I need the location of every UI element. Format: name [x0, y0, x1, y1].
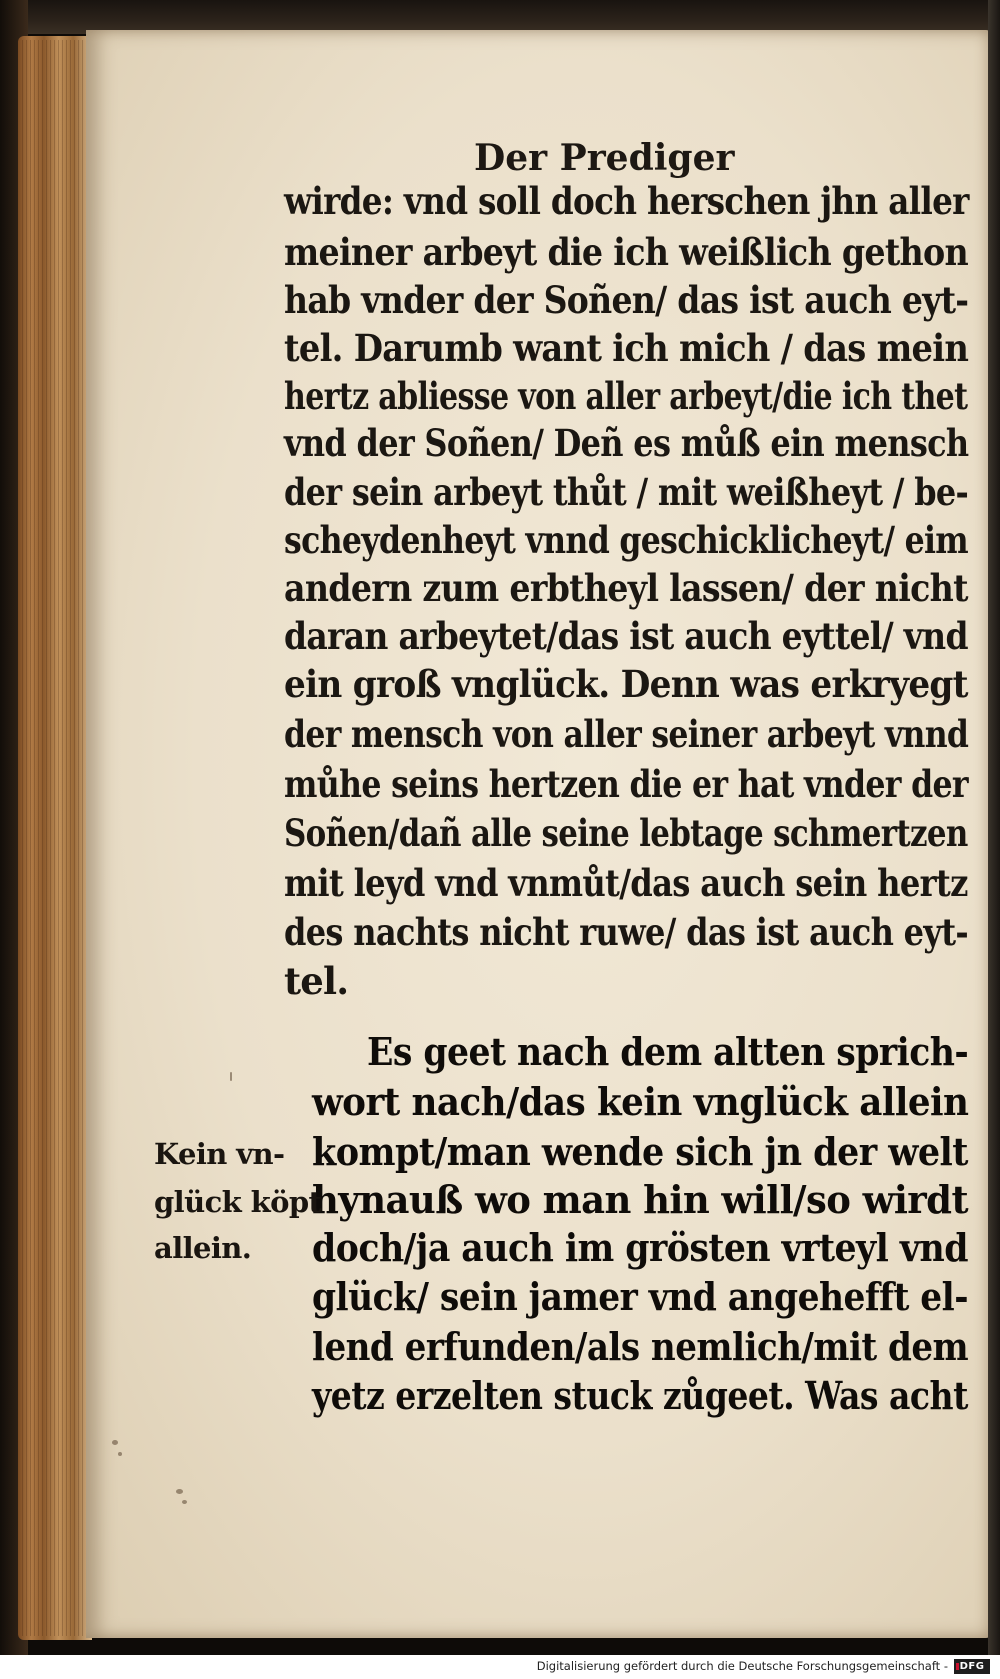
body-line: hab vnder der Soñen/ das ist auch eyt- — [284, 278, 969, 322]
body-line: wirde: vnd soll doch herschen jhn aller — [284, 179, 969, 223]
paragraph-line: glück/ sein jamer vnd angehefft el- — [312, 1274, 968, 1319]
dfg-logo-icon: DFG — [954, 1659, 990, 1674]
body-line: scheydenheyt vnnd geschicklicheyt/ eim — [284, 518, 969, 562]
paragraph-line: wort nach/das kein vnglück allein — [312, 1079, 969, 1124]
body-line: Soñen/dañ alle seine lebtage schmertzen — [284, 811, 968, 855]
body-line: vnd der Soñen/ Deñ es můß ein mensch — [284, 421, 969, 465]
paragraph-line: doch/ja auch im grösten vrteyl vnd — [312, 1225, 968, 1270]
body-line: meiner arbeyt die ich weißlich gethon — [284, 230, 968, 274]
body-line: ein groß vnglück. Denn was erkryegt — [284, 662, 968, 706]
paragraph-line: Es geet nach dem altten sprich- — [367, 1029, 969, 1074]
body-line: des nachts nicht ruwe/ das ist auch eyt- — [284, 910, 969, 954]
body-line: der sein arbeyt thůt / mit weißheyt / be- — [284, 470, 969, 514]
funding-credit: Digitalisierung gefördert durch die Deutsche Forschungsgemeinschaft - — [536, 1659, 948, 1673]
paragraph-line: lend erfunden/als nemlich/mit dem — [312, 1324, 969, 1369]
body-line: andern zum erbtheyl lassen/ der nicht — [284, 566, 968, 610]
digitization-footer — [0, 1655, 1000, 1679]
body-line: můhe seins hertzen die er hat vnder der — [284, 762, 968, 806]
body-line: mit leyd vnd vnmůt/das auch sein hertz — [284, 861, 968, 905]
body-line: der mensch von aller seiner arbeyt vnnd — [284, 712, 969, 756]
body-line: tel. — [284, 959, 349, 1003]
body-line: daran arbeytet/das ist auch eyttel/ vnd — [284, 614, 968, 658]
paragraph-line: kompt/man wende sich jn der welt — [312, 1129, 968, 1174]
paragraph-line: yetz erzelten stuck zůgeet. Was acht — [312, 1373, 968, 1418]
body-line: tel. Darumb want ich mich / das mein — [284, 326, 969, 370]
marginal-note-line: Kein vn- — [154, 1137, 285, 1171]
running-head: Der Prediger — [474, 137, 735, 179]
marginal-note-line: glück köpt — [154, 1185, 322, 1219]
marginal-note-line: allein. — [154, 1231, 252, 1265]
body-line: hertz abliesse von aller arbeyt/die ich thet — [284, 374, 968, 418]
paragraph-line: hynauß wo man hin will/so wirdt — [312, 1177, 968, 1222]
